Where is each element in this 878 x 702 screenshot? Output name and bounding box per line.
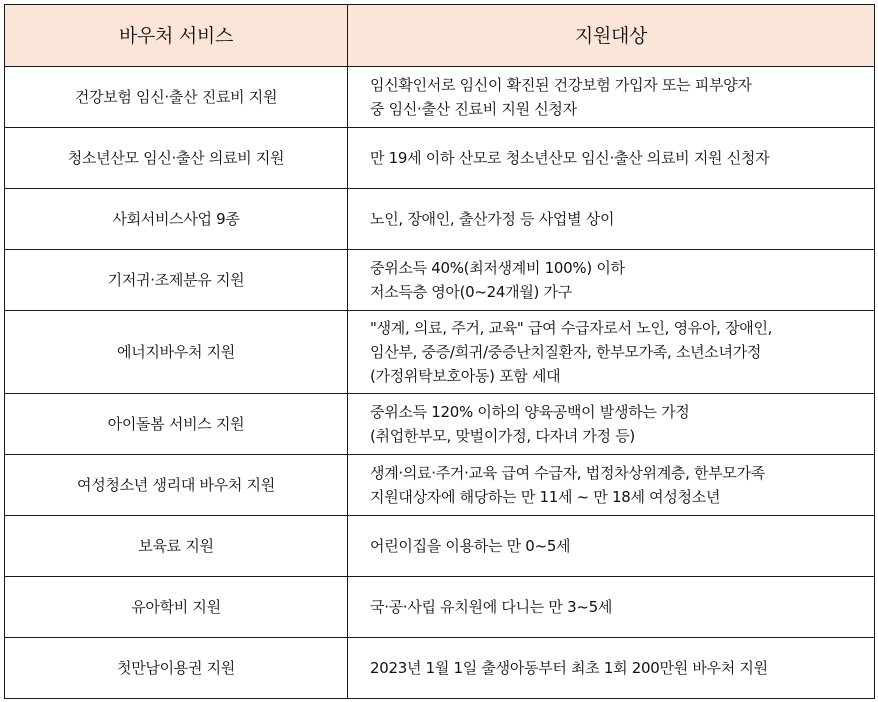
target-cell	[348, 250, 875, 311]
service-cell: 에너지바우처 지원	[5, 311, 348, 394]
target-cell	[348, 516, 875, 577]
table-row	[5, 577, 875, 638]
table-row	[5, 455, 875, 516]
table-row	[5, 67, 875, 128]
target-line: 생계·의료·주거·교육 급여 수급자, 법정차상위계층, 한부모가족	[370, 464, 765, 482]
target-line: 중 임신·출산 진료비 지원 신청자	[370, 100, 577, 118]
table-row	[5, 394, 875, 455]
target-cell	[348, 394, 875, 455]
service-cell: 사회서비스사업 9종	[5, 189, 348, 250]
service-cell: 유아학비 지원	[5, 577, 348, 638]
target-cell	[348, 67, 875, 128]
service-cell: 첫만남이용권 지원	[5, 638, 348, 699]
target-cell	[348, 311, 875, 394]
target-line: 지원대상자에 해당하는 만 11세 ~ 만 18세 여성청소년	[370, 488, 721, 506]
target-cell	[348, 189, 875, 250]
target-line: (가정위탁보호아동) 포함 세대	[370, 367, 561, 385]
service-cell: 여성청소년 생리대 바우처 지원	[5, 455, 348, 516]
target-line: 노인, 장애인, 출산가정 등 사업별 상이	[370, 210, 615, 228]
table-row	[5, 516, 875, 577]
header-target: 지원대상	[348, 5, 875, 67]
table-row	[5, 250, 875, 311]
target-cell	[348, 455, 875, 516]
table-body	[5, 67, 875, 699]
target-line: 임신확인서로 임신이 확진된 건강보험 가입자 또는 피부양자	[370, 76, 752, 94]
table-row	[5, 128, 875, 189]
service-cell: 건강보험 임신·출산 진료비 지원	[5, 67, 348, 128]
target-line: 만 19세 이하 산모로 청소년산모 임신·출산 의료비 지원 신청자	[370, 149, 770, 167]
target-line: (취업한부모, 맞벌이가정, 다자녀 가정 등)	[370, 427, 635, 445]
target-line: "생계, 의료, 주거, 교육" 급여 수급자로서 노인, 영유아, 장애인,	[370, 319, 773, 337]
target-line: 저소득층 영아(0~24개월) 가구	[370, 283, 572, 301]
target-line: 어린이집을 이용하는 만 0~5세	[370, 537, 571, 555]
voucher-table	[4, 4, 875, 699]
target-line: 중위소득 120% 이하의 양육공백이 발생하는 가정	[370, 403, 690, 421]
header-voucher-service: 바우처 서비스	[5, 5, 348, 67]
target-cell	[348, 638, 875, 699]
table-header	[5, 5, 875, 67]
table-row	[5, 311, 875, 394]
voucher-table-container	[4, 4, 874, 699]
service-cell: 청소년산모 임신·출산 의료비 지원	[5, 128, 348, 189]
table-row	[5, 638, 875, 699]
target-line: 중위소득 40%(최저생계비 100%) 이하	[370, 259, 625, 277]
target-line: 임산부, 중증/희귀/중증난치질환자, 한부모가족, 소년소녀가정	[370, 343, 762, 361]
service-cell: 보육료 지원	[5, 516, 348, 577]
target-line: 국·공·사립 유치원에 다니는 만 3~5세	[370, 598, 613, 616]
table-row	[5, 189, 875, 250]
service-cell: 아이돌봄 서비스 지원	[5, 394, 348, 455]
target-cell	[348, 128, 875, 189]
target-cell	[348, 577, 875, 638]
service-cell: 기저귀·조제분유 지원	[5, 250, 348, 311]
target-line: 2023년 1월 1일 출생아동부터 최초 1회 200만원 바우처 지원	[370, 659, 768, 677]
